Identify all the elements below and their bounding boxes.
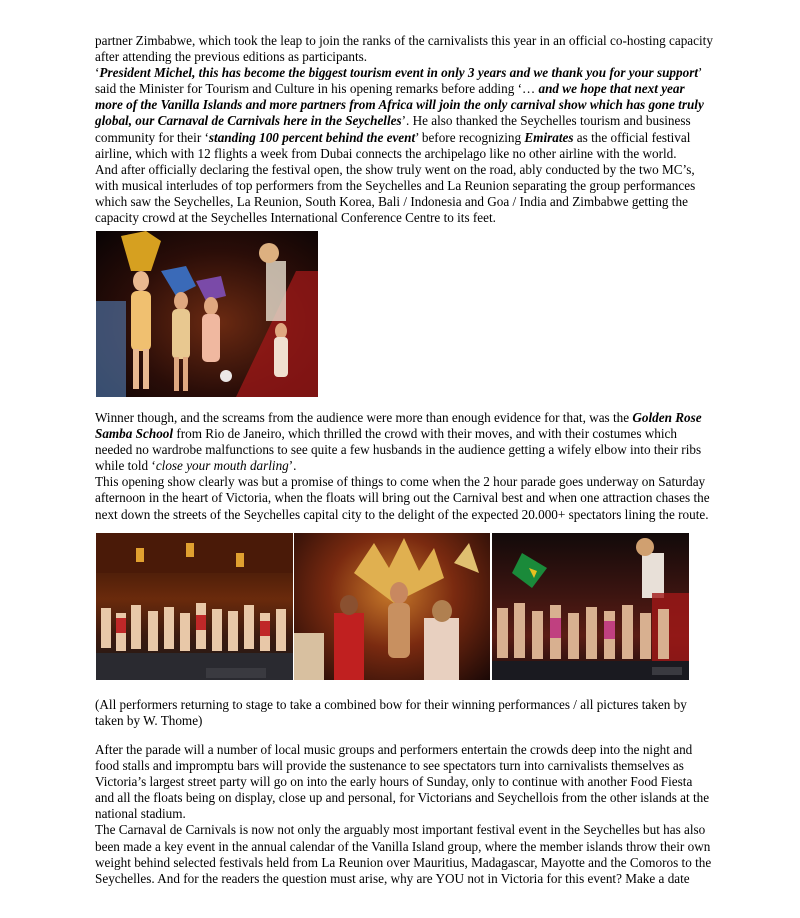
stage-bow-center-image <box>294 533 490 680</box>
golden-rose-name: Golden Rose Samba School <box>95 410 702 442</box>
photo-stage-bow-center <box>294 533 490 680</box>
paragraph-opening <box>95 33 713 226</box>
caption-text: (All performers returning to stage to take a combined bow for their winning performances / all pictures taken by taken by W. Thome) <box>95 697 687 729</box>
photo-stage-bow-left <box>96 533 293 680</box>
quote-darling: close your mouth darling <box>155 458 289 474</box>
text-line: After the parade will a number of local music groups and performers entertain the crowds deep into the night and food stalls and impromptu bars will provide the sustenance to see spectators turn into carnivalists themselves as Victoria’s largest street party will go on into the early hours of Sunday, only to continue with another Food Fiesta and all the floats being on display, close up and personal, for Victorians and Seychellois from the other islands at the national stadium. <box>95 742 710 822</box>
quote-vanilla-islands: and we hope that next year more of the Vanilla Islands and more partners from Africa will join the only carnival show which has gone truly global, our Carnaval de Carnivals here in the Seychelles <box>95 81 704 129</box>
photo-caption <box>95 697 713 729</box>
stage-bow-right-image <box>492 533 689 680</box>
paragraph-winner <box>95 410 713 523</box>
emirates-name: Emirates <box>524 129 574 145</box>
quote-standing: standing 100 percent behind the event <box>208 129 416 145</box>
text-line: The Carnaval de Carnivals is now not only the arguably most important festival event in the Seychelles but has also been made a key event in the annual calendar of the Vanilla Island group, where the member islands throw their own weight behind selected festivals held from La Reunion over Mauritius, Madagascar, Mayotte and the Comoros to the Seychelles. And for the readers the question must arise, why are YOU not in Victoria for this event? Make a date <box>95 822 712 886</box>
samba-dancers-image <box>96 231 318 397</box>
text-line: This opening show clearly was but a promise of things to come when the 2 hour parade goes underway on Saturday afternoon in the heart of Victoria, when the floats will bring out the Carnival best and when one attraction chases the next down the streets of the Seychelles capital city to the delight of the expected 20.000+ spectators lining the route. <box>95 474 710 522</box>
stage-bow-left-image <box>96 533 293 680</box>
photo-stage-bow-right <box>492 533 689 680</box>
text-line: And after officially declaring the festival open, the show truly went on the road, ably conducted by the two MC’s, with musical interludes of top performers from the Seychelles and La Reunion separating the group performances which saw the Seychelles, La Reunion, South Korea, Bali / Indonesia and Goa / India and Zimbabwe getting the capacity crowd at the Seychelles International Conference Centre to its feet. <box>95 161 696 226</box>
quote-president: President Michel, this has become the biggest tourism event in only 3 years and we thank you for your support <box>99 65 699 81</box>
text-line: partner Zimbabwe, which took the leap to join the ranks of the carnivalists this year in an official co-hosting capacity after attending the previous editions as participants. ‘President Michel, this has become the biggest tourism event in only 3 years and we thank you for your support’ said the Minister for Tourism and Culture in his opening remarks before adding ‘… and we hope that next year more of the Vanilla Islands and more partners from Africa will join the only carnival show which has gone truly global, our Carnaval de Carnivals here in the Seychelles’. He also thanked the Seychelles tourism and business community for their ‘standing 100 percent behind the event’ before recognizing Emirates as the official festival airline, which with 12 flights a week from Dubai connects the archipelago like no other airline with the world. <box>95 33 713 161</box>
photo-samba-dancers <box>96 231 318 397</box>
paragraph-after-parade <box>95 742 713 887</box>
text-line: Winner though, and the screams from the audience were more than enough evidence for that, was the Golden Rose Samba School from Rio de Janeiro, which thrilled the crowd with their moves, and with their costumes which needed no wardrobe malfunctions to see quite a few husbands in the audience getting a wifely elbow into their ribs while told ‘close your mouth darling’. <box>95 410 702 474</box>
